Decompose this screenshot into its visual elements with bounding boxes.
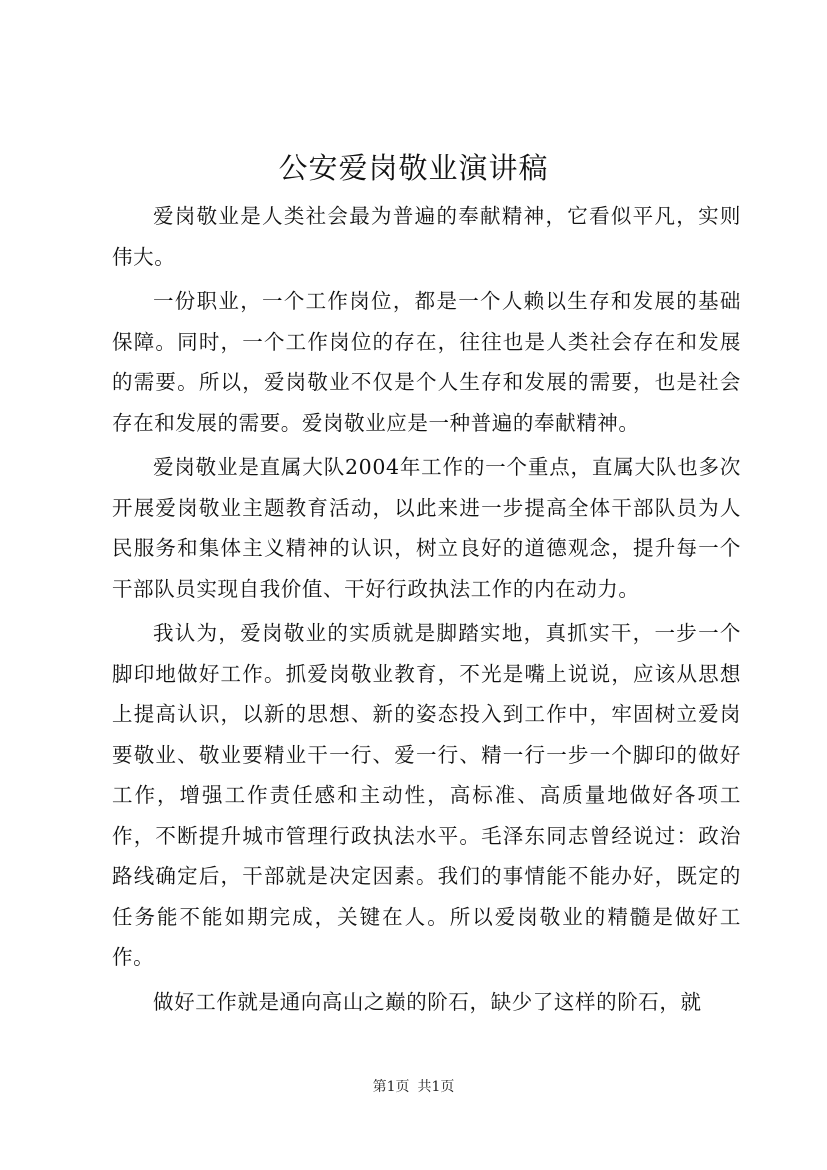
document-body: [112, 196, 741, 1022]
paragraph: 做好工作就是通向高山之巅的阶石，缺少了这样的阶石，就: [153, 989, 702, 1014]
paragraph: 爱岗敬业是人类社会最为普遍的奉献精神，它看似平凡，实则伟大。: [112, 204, 741, 269]
page-number: 第1页: [372, 1079, 410, 1095]
paragraph: 我认为，爱岗敬业的实质就是脚踏实地，真抓实干，一步一个脚印地做好工作。抓爱岗敬业教育，不光是嘴上说说，应该从思想上提高认识，以新的思想、新的姿态投入到工作中，牢固树立爱岗要敬业、敬业要精业干一行、爱一行、精一行一步一个脚印的做好工作，增强工作责任感和主动性，高标准、高质量地做好各项工作，不断提升城市管理行政执法水平。毛泽东同志曾经说过：政治路线确定后，干部就是决定因素。我们的事情能不能办好，既定的任务能不能如期完成，关键在人。所以爱岗敬业的精髓是做好工作。: [112, 621, 741, 969]
page-footer: [0, 1077, 827, 1097]
page-total: 共1页: [417, 1079, 455, 1095]
paragraph: 爱岗敬业是直属大队2004年工作的一个重点，直属大队也多次开展爱岗敬业主题教育活动，以此来进一步提高全体干部队员为人民服务和集体主义精神的认识，树立良好的道德观念，提升每一个干部队员实现自我价值、干好行政执法工作的内在动力。: [112, 455, 741, 601]
paragraph: 一份职业，一个工作岗位，都是一个人赖以生存和发展的基础保障。同时，一个工作岗位的存在，往往也是人类社会存在和发展的需要。所以，爱岗敬业不仅是个人生存和发展的需要，也是社会存在和发展的需要。爱岗敬业应是一种普遍的奉献精神。: [112, 289, 741, 435]
document-title: 公安爱岗敬业演讲稿: [278, 151, 549, 185]
